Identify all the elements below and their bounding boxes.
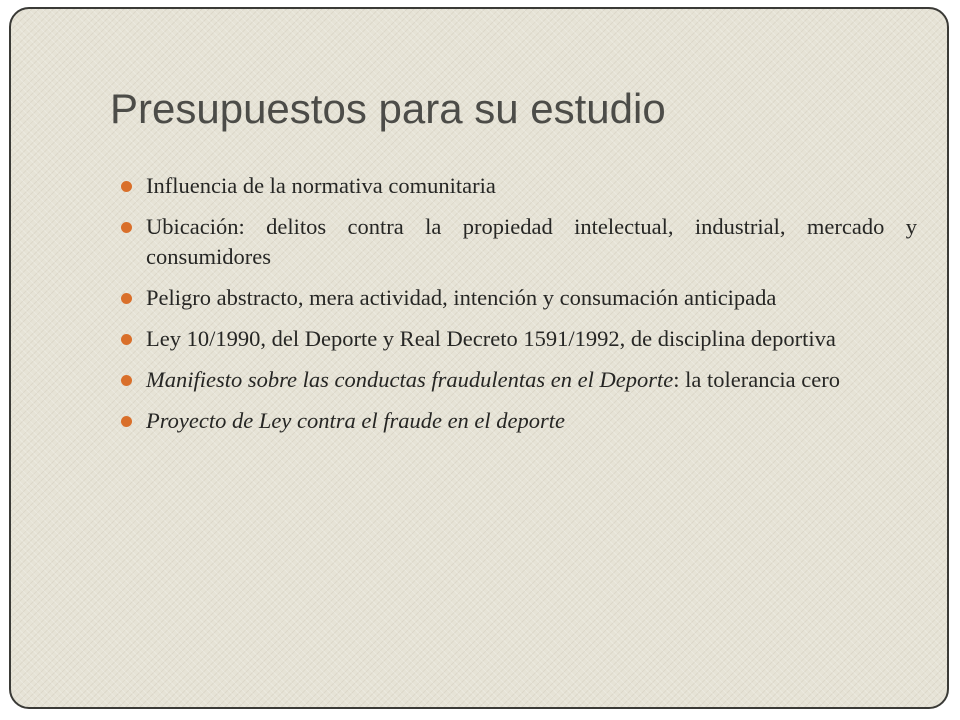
bullet-icon — [121, 416, 132, 427]
bullet-icon — [121, 181, 132, 192]
list-item — [121, 406, 917, 436]
bullet-text: Peligro abstracto, mera actividad, intención y consumación anticipada — [146, 285, 777, 310]
bullet-icon — [121, 334, 132, 345]
list-item — [121, 171, 917, 201]
bullet-text: Ubicación: delitos contra la propiedad intelectual, industrial, mercado y consumidores — [146, 214, 917, 269]
list-item — [121, 283, 917, 313]
slide — [9, 7, 949, 709]
bullet-icon — [121, 222, 132, 233]
bullet-text: : la tolerancia cero — [673, 367, 841, 392]
bullet-text: Influencia de la normativa comunitaria — [146, 173, 496, 198]
bullet-icon — [121, 293, 132, 304]
bullet-text-italic: Proyecto de Ley contra el fraude en el deporte — [146, 408, 566, 433]
bullet-list — [121, 171, 917, 447]
list-item — [121, 212, 917, 272]
bullet-text-italic: Manifiesto sobre las conductas fraudulentas en el Deporte — [146, 367, 674, 392]
bullet-text: Ley 10/1990, del Deporte y Real Decreto 1591/1992, de disciplina deportiva — [146, 326, 836, 351]
bullet-icon — [121, 375, 132, 386]
slide-title: Presupuestos para su estudio — [110, 85, 666, 132]
list-item — [121, 324, 917, 354]
list-item — [121, 365, 917, 395]
